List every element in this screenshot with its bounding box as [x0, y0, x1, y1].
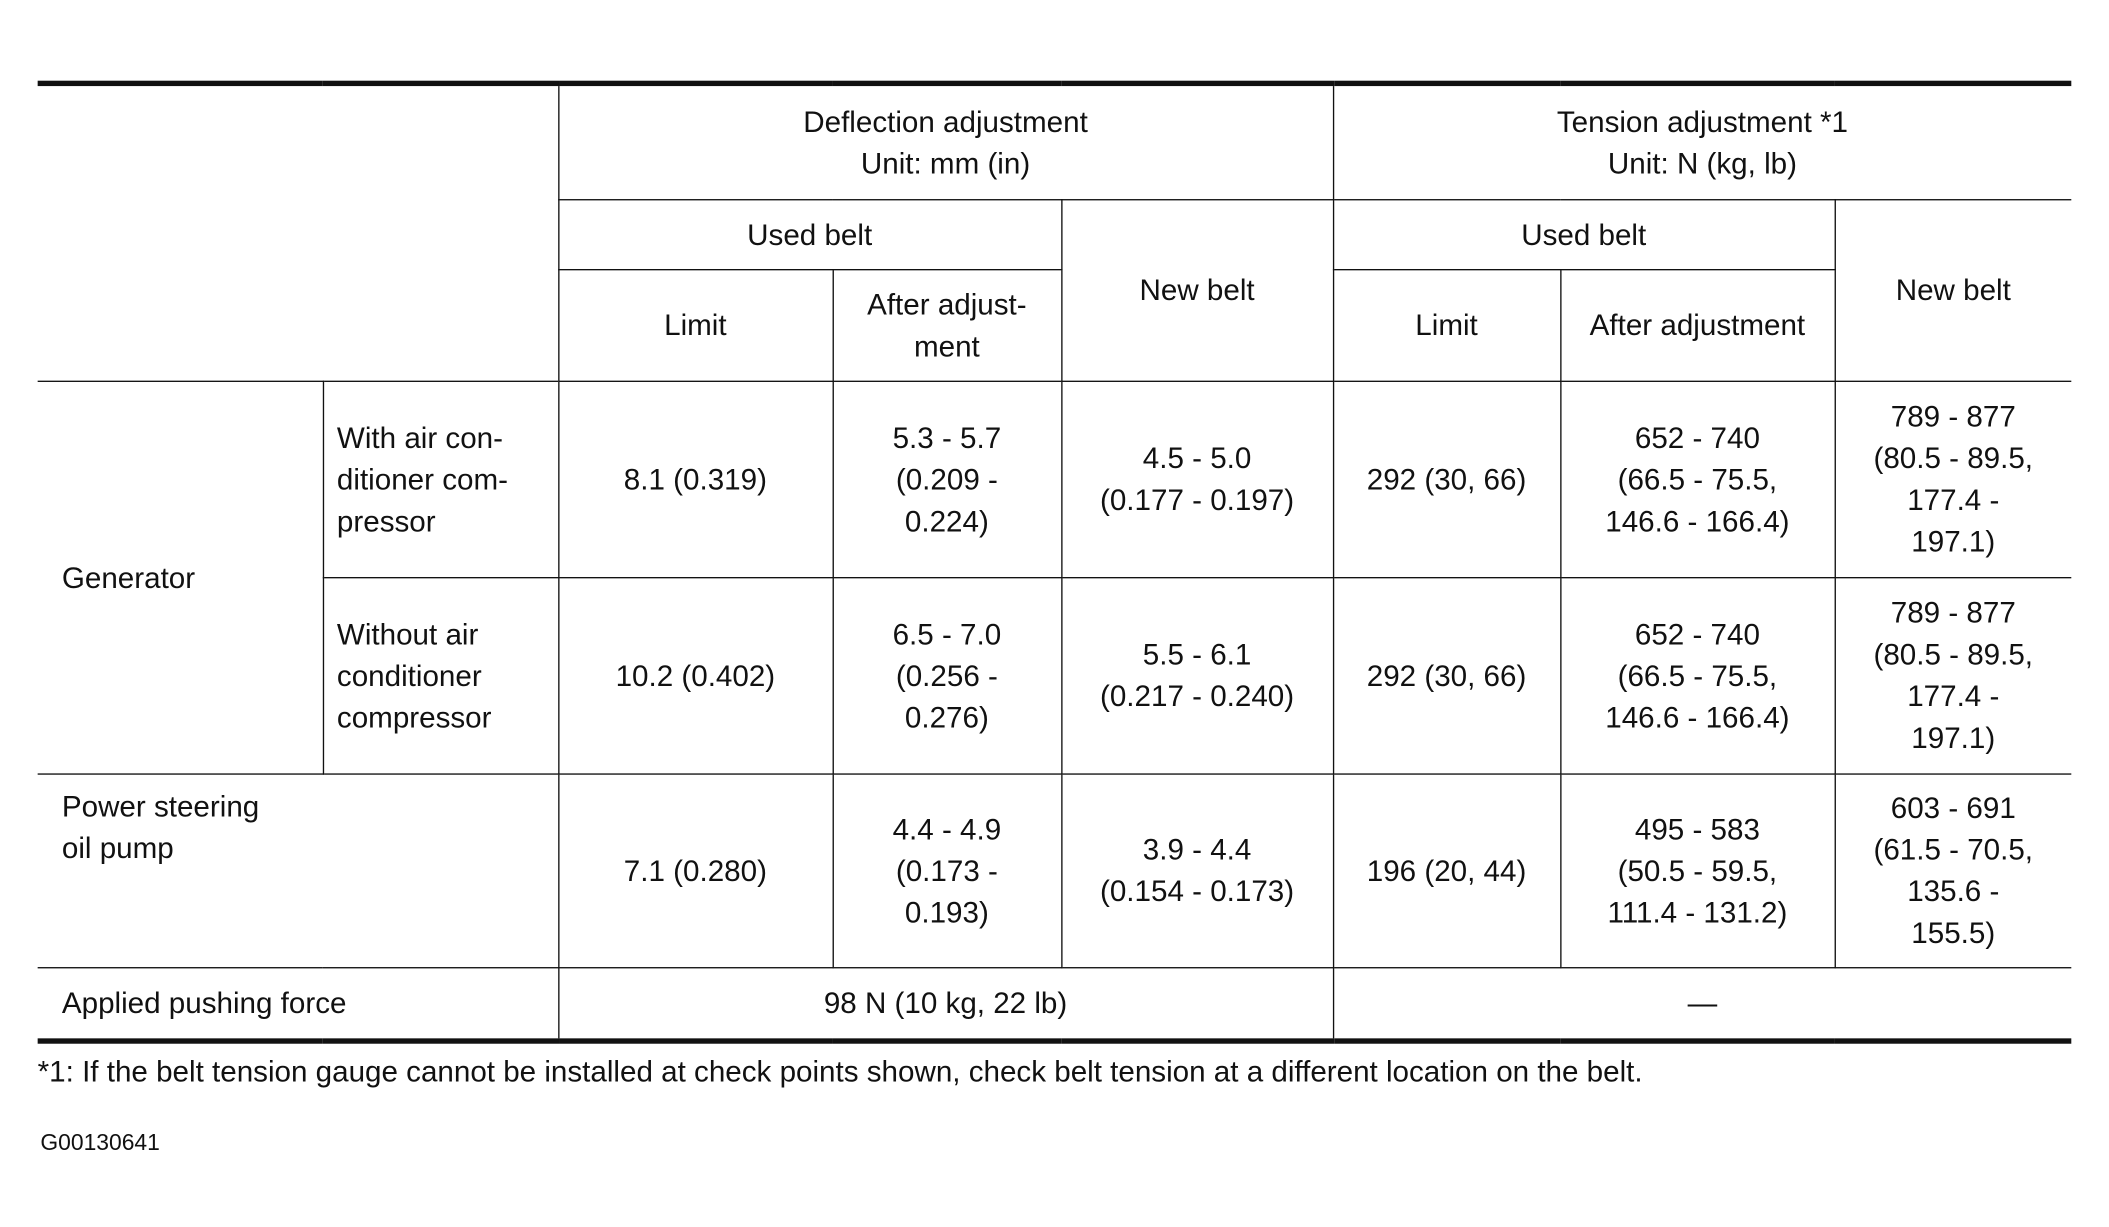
pushing-force-deflection: 98 N (10 kg, 22 lb)	[558, 967, 1333, 1041]
table-row	[38, 773, 2072, 967]
footnote: *1: If the belt tension gauge cannot be installed at check points shown, check belt tension at a different location on the belt.	[37, 1054, 1643, 1089]
pushing-force-tension: —	[1333, 967, 2071, 1041]
tension-after-header: After adjustment	[1560, 269, 1834, 381]
deflection-limit-header: Limit	[558, 269, 832, 381]
cell: 10.2 (0.402)	[558, 577, 832, 773]
deflection-after-header: After adjust- ment	[833, 269, 1062, 381]
pushing-force-label: Applied pushing force	[38, 967, 559, 1041]
deflection-new-belt-header: New belt	[1061, 199, 1333, 381]
cell: 603 - 691 (61.5 - 70.5, 135.6 - 155.5)	[1835, 773, 2072, 967]
cell: 292 (30, 66)	[1333, 577, 1560, 773]
deflection-header: Deflection adjustment Unit: mm (in)	[558, 83, 1333, 199]
cell: 8.1 (0.319)	[558, 381, 832, 577]
cell: 4.5 - 5.0 (0.177 - 0.197)	[1061, 381, 1333, 577]
figure-id: G00130641	[40, 1129, 160, 1156]
cell: 789 - 877 (80.5 - 89.5, 177.4 - 197.1)	[1835, 577, 2072, 773]
generator-label: Generator	[38, 381, 323, 774]
tension-new-belt-header: New belt	[1835, 199, 2072, 381]
cell: 292 (30, 66)	[1333, 381, 1560, 577]
cell: 652 - 740 (66.5 - 75.5, 146.6 - 166.4)	[1560, 577, 1834, 773]
cell: 5.5 - 6.1 (0.217 - 0.240)	[1061, 577, 1333, 773]
with-ac-label: With air con- ditioner com- pressor	[323, 381, 558, 577]
cell: 7.1 (0.280)	[558, 773, 832, 967]
power-steering-label: Power steering oil pump	[38, 773, 559, 967]
table-row	[38, 577, 2072, 773]
cell: 652 - 740 (66.5 - 75.5, 146.6 - 166.4)	[1560, 381, 1834, 577]
cell: 5.3 - 5.7 (0.209 - 0.224)	[833, 381, 1062, 577]
table-row	[38, 967, 2072, 1041]
cell: 789 - 877 (80.5 - 89.5, 177.4 - 197.1)	[1835, 381, 2072, 577]
tension-limit-header: Limit	[1333, 269, 1560, 381]
without-ac-label: Without air conditioner compressor	[323, 577, 558, 773]
tension-header: Tension adjustment *1 Unit: N (kg, lb)	[1333, 83, 2071, 199]
cell: 3.9 - 4.4 (0.154 - 0.173)	[1061, 773, 1333, 967]
belt-tension-table	[38, 81, 2072, 1044]
cell: 4.4 - 4.9 (0.173 - 0.193)	[833, 773, 1062, 967]
cell: 196 (20, 44)	[1333, 773, 1560, 967]
cell: 6.5 - 7.0 (0.256 - 0.276)	[833, 577, 1062, 773]
table-row	[38, 381, 2072, 577]
cell: 495 - 583 (50.5 - 59.5, 111.4 - 131.2)	[1560, 773, 1834, 967]
corner-cell	[38, 83, 559, 380]
tension-used-belt-header: Used belt	[1333, 199, 1835, 269]
deflection-used-belt-header: Used belt	[558, 199, 1061, 269]
